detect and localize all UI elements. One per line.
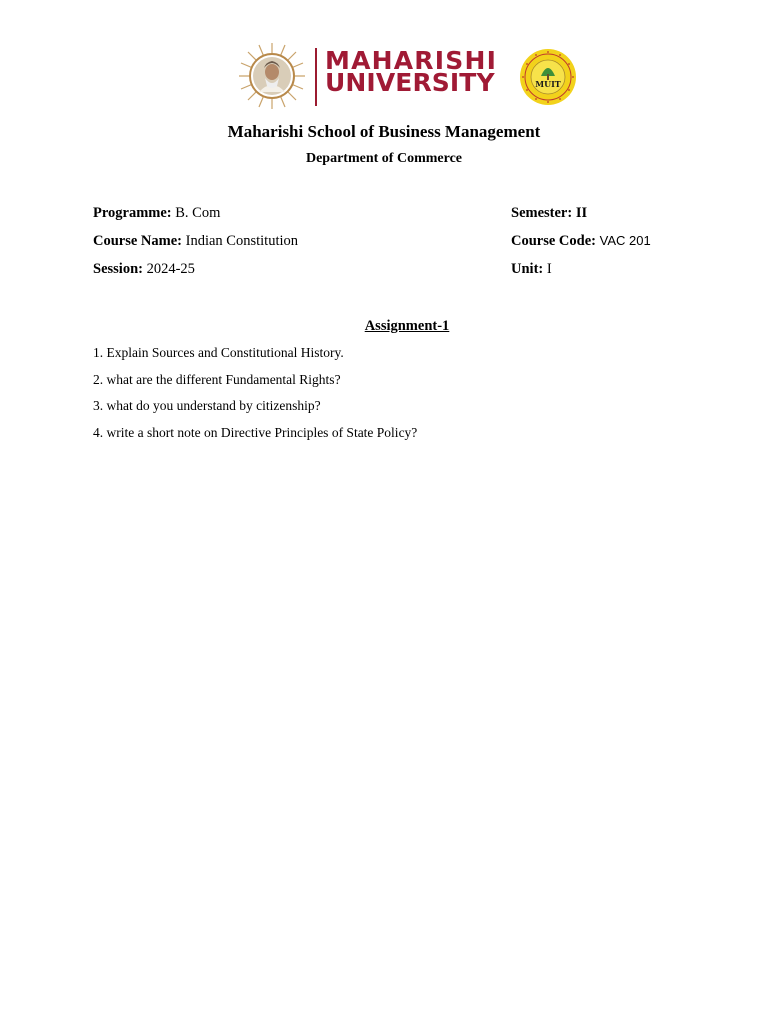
course-code-row: [511, 233, 651, 250]
programme-label: Programme:: [93, 205, 172, 221]
course-name-row: [93, 233, 298, 250]
semester-label: Semester:: [511, 205, 573, 221]
department-title: Department of Commerce: [305, 151, 462, 166]
assignment-title: Assignment-1: [364, 318, 450, 334]
wordmark-line-1: MAHARISHI: [325, 46, 498, 75]
logo-divider: [315, 48, 317, 106]
seal-text: MUIT: [535, 79, 561, 89]
university-wordmark: [325, 46, 498, 97]
session-value: 2024-25: [146, 261, 195, 277]
question-item: 4. write a short note on Directive Principles of State Policy?: [93, 425, 418, 441]
course-code-label: Course Code:: [511, 233, 596, 249]
university-logo: [235, 42, 580, 110]
question-item: 1. Explain Sources and Constitutional History.: [93, 345, 344, 360]
unit-row: [511, 261, 552, 278]
semester-row: [511, 205, 587, 222]
founder-portrait-icon: [237, 42, 307, 110]
session-row: [93, 261, 195, 278]
semester-value: II: [575, 205, 588, 221]
programme-value: B. Com: [175, 205, 221, 221]
question-item: 3. what do you understand by citizenship?: [93, 398, 321, 414]
course-code-value: VAC 201: [599, 233, 651, 248]
school-title: Maharishi School of Business Management: [227, 122, 541, 141]
question-list: [93, 345, 417, 452]
question-item: 2. what are the different Fundamental Rights?: [93, 371, 341, 387]
unit-label: Unit:: [511, 261, 544, 277]
course-name-label: Course Name:: [93, 233, 182, 249]
university-seal-icon: [519, 48, 577, 106]
wordmark-line-2: UNIVERSITY: [325, 68, 495, 97]
session-label: Session:: [93, 261, 143, 277]
programme-row: [93, 205, 220, 222]
unit-value: I: [546, 261, 552, 277]
course-name-value: Indian Constitution: [185, 233, 298, 249]
